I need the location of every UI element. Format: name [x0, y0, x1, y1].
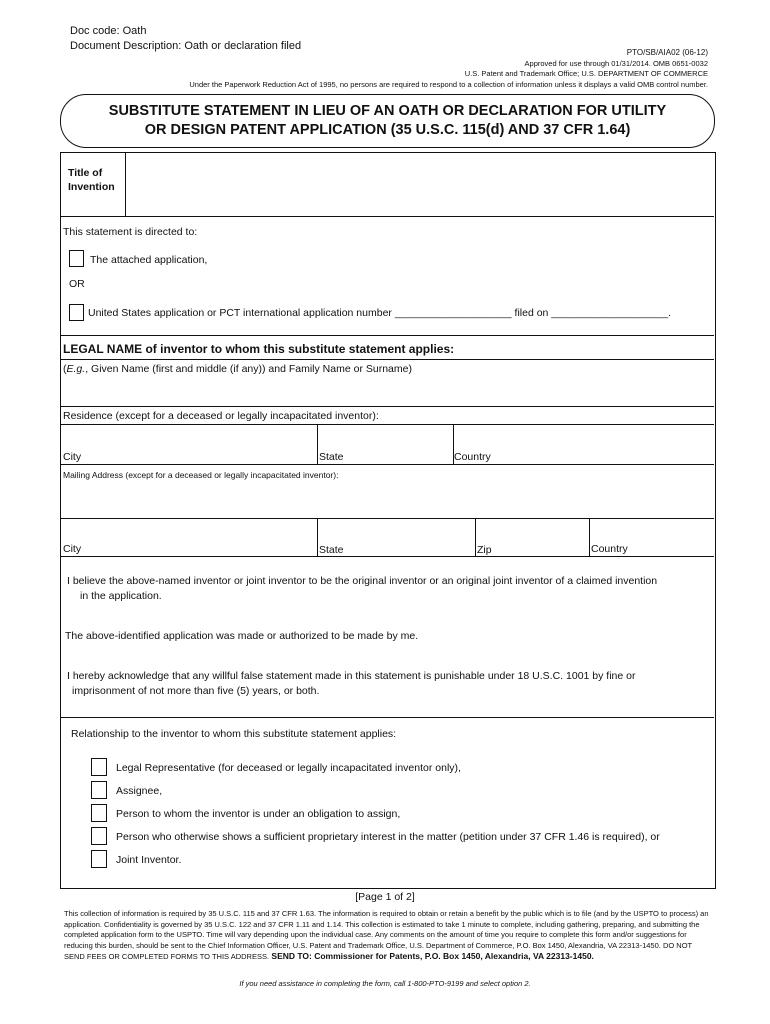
relationship-option: Legal Representative (for deceased or legally incapacitated inventor only), — [116, 762, 461, 774]
doc-code: Doc code: Oath — [70, 25, 147, 37]
acknowledgment-statement — [67, 669, 707, 699]
assistance-note: If you need assistance in completing the form, call 1-800-PTO-9199 and select option 2. — [239, 979, 531, 988]
residence-country-label: Country — [454, 451, 491, 463]
invention-title-field[interactable] — [127, 155, 713, 215]
legal-representative-checkbox[interactable] — [91, 758, 107, 776]
directed-label: This statement is directed to: — [63, 226, 198, 238]
divider — [317, 518, 318, 556]
divider — [61, 717, 714, 718]
authorized-statement: The above-identified application was made or authorized to be made by me. — [65, 630, 419, 642]
send-to: SEND TO: Commissioner for Patents, P.O. Box 1450, Alexandria, VA 22313-1450. — [269, 951, 594, 961]
divider — [475, 518, 476, 556]
divider — [589, 518, 590, 556]
mailing-city-label: City — [63, 543, 82, 555]
belief-statement — [67, 574, 707, 604]
agency-line: U.S. Patent and Trademark Office; U.S. DEPARTMENT OF COMMERCE — [464, 69, 708, 78]
residence-city-label: City — [63, 451, 82, 463]
form-body — [60, 152, 716, 889]
divider — [61, 518, 714, 519]
ack-line1: I hereby acknowledge that any willful false statement made in this statement is punishable under 18 U.S.C. 1001 by fine or — [67, 670, 636, 682]
divider — [61, 335, 714, 336]
divider — [61, 556, 714, 557]
legal-name-heading: LEGAL NAME of inventor to whom this substitute statement applies: — [63, 342, 455, 356]
obligation-to-assign-checkbox[interactable] — [91, 804, 107, 822]
mailing-label: Mailing Address (except for a deceased or legally incapacitated inventor): — [63, 470, 339, 480]
form-title-line2: OR DESIGN PATENT APPLICATION (35 U.S.C. 115(d) AND 37 CFR 1.64) — [144, 122, 631, 138]
belief-line2: in the application. — [80, 590, 162, 602]
divider — [317, 424, 318, 464]
or-label: OR — [69, 278, 85, 290]
relationship-option: Person to whom the inventor is under an obligation to assign, — [116, 808, 401, 820]
relationship-label: Relationship to the inventor to whom this substitute statement applies: — [71, 728, 397, 740]
ack-line2: imprisonment of not more than five (5) years, or both. — [72, 685, 320, 697]
mailing-country-label: Country — [591, 543, 628, 555]
mailing-state-label: State — [319, 544, 344, 556]
residence-label: Residence (except for a deceased or legally incapacitated inventor): — [63, 410, 379, 422]
approval-notice: Approved for use through 01/31/2014. OMB 0651-0032 — [524, 59, 708, 68]
divider — [61, 216, 714, 217]
pra-notice: Under the Paperwork Reduction Act of 1995, no persons are required to respond to a collection of information unless it displays a valid OMB control number. — [189, 80, 708, 89]
joint-inventor-checkbox[interactable] — [91, 850, 107, 868]
proprietary-interest-checkbox[interactable] — [91, 827, 107, 845]
legal-name-hint — [63, 363, 412, 376]
divider — [61, 464, 714, 465]
mailing-zip-label: Zip — [477, 544, 492, 556]
burden-text: This collection of information is required by 35 U.S.C. 115 and 37 CFR 1.63. The information is required to obtain or retain a benefit by the public which is to file (and by the USPTO to process) an application. Confidentiality is governed by 35 U.S.C. 122 and 37 CFR 1.11 and 1.14. This collection is estimated to take 1 minute to complete, including gathering, preparing, and submitting the completed application form to the USPTO. Time will vary depending upon the individual case. Any comments on the amount of time you require to complete this form and/or suggestions for reducing this burden, should be sent to the Chief Information Officer, U.S. Patent and Trademark Office, U.S. Department of Commerce, P.O. Box 1450, Alexandria, VA 22313-1450. DO NOT SEND FEES OR COMPLETED FORMS TO THIS ADDRESS. — [64, 909, 709, 961]
form-title-line1: SUBSTITUTE STATEMENT IN LIEU OF AN OATH OR DECLARATION FOR UTILITY — [108, 103, 667, 119]
residence-state-label: State — [319, 451, 344, 463]
relationship-option: Joint Inventor. — [116, 854, 182, 866]
invention-label-line1: Title of — [68, 167, 103, 179]
invention-divider — [125, 153, 126, 216]
doc-header-left — [70, 24, 301, 54]
divider — [61, 406, 714, 407]
invention-label — [68, 166, 115, 194]
doc-description: Document Description: Oath or declaration filed — [70, 40, 302, 52]
invention-label-line2: Invention — [68, 181, 115, 193]
assignee-checkbox[interactable] — [91, 781, 107, 799]
divider — [61, 424, 714, 425]
burden-statement — [64, 909, 714, 963]
attached-application-label: The attached application, — [90, 254, 208, 266]
attached-application-checkbox[interactable] — [69, 250, 84, 267]
hint-eg: E.g. — [66, 363, 86, 375]
relationship-option: Assignee, — [116, 785, 163, 797]
page-number: [Page 1 of 2] — [355, 891, 415, 903]
other-application-checkbox[interactable] — [69, 304, 84, 321]
relationship-option: Person who otherwise shows a sufficient proprietary interest in the matter (petition under 37 CFR 1.46 is required), or — [116, 831, 660, 843]
legal-name-field[interactable] — [63, 377, 713, 405]
divider — [61, 359, 714, 360]
belief-line1: I believe the above-named inventor or joint inventor to be the original inventor or an original joint inventor of a claimed invention — [67, 575, 658, 587]
form-title — [60, 94, 715, 148]
hint-paren: ( — [63, 363, 67, 375]
form-number: PTO/SB/AIA02 (06-12) — [626, 48, 708, 57]
mailing-address-field[interactable] — [63, 483, 713, 517]
other-application-label: United States application or PCT international application number ____________________ filed on ____________________. — [88, 307, 672, 319]
hint-rest: , Given Name (first and middle (if any)) and Family Name or Surname) — [85, 363, 412, 375]
